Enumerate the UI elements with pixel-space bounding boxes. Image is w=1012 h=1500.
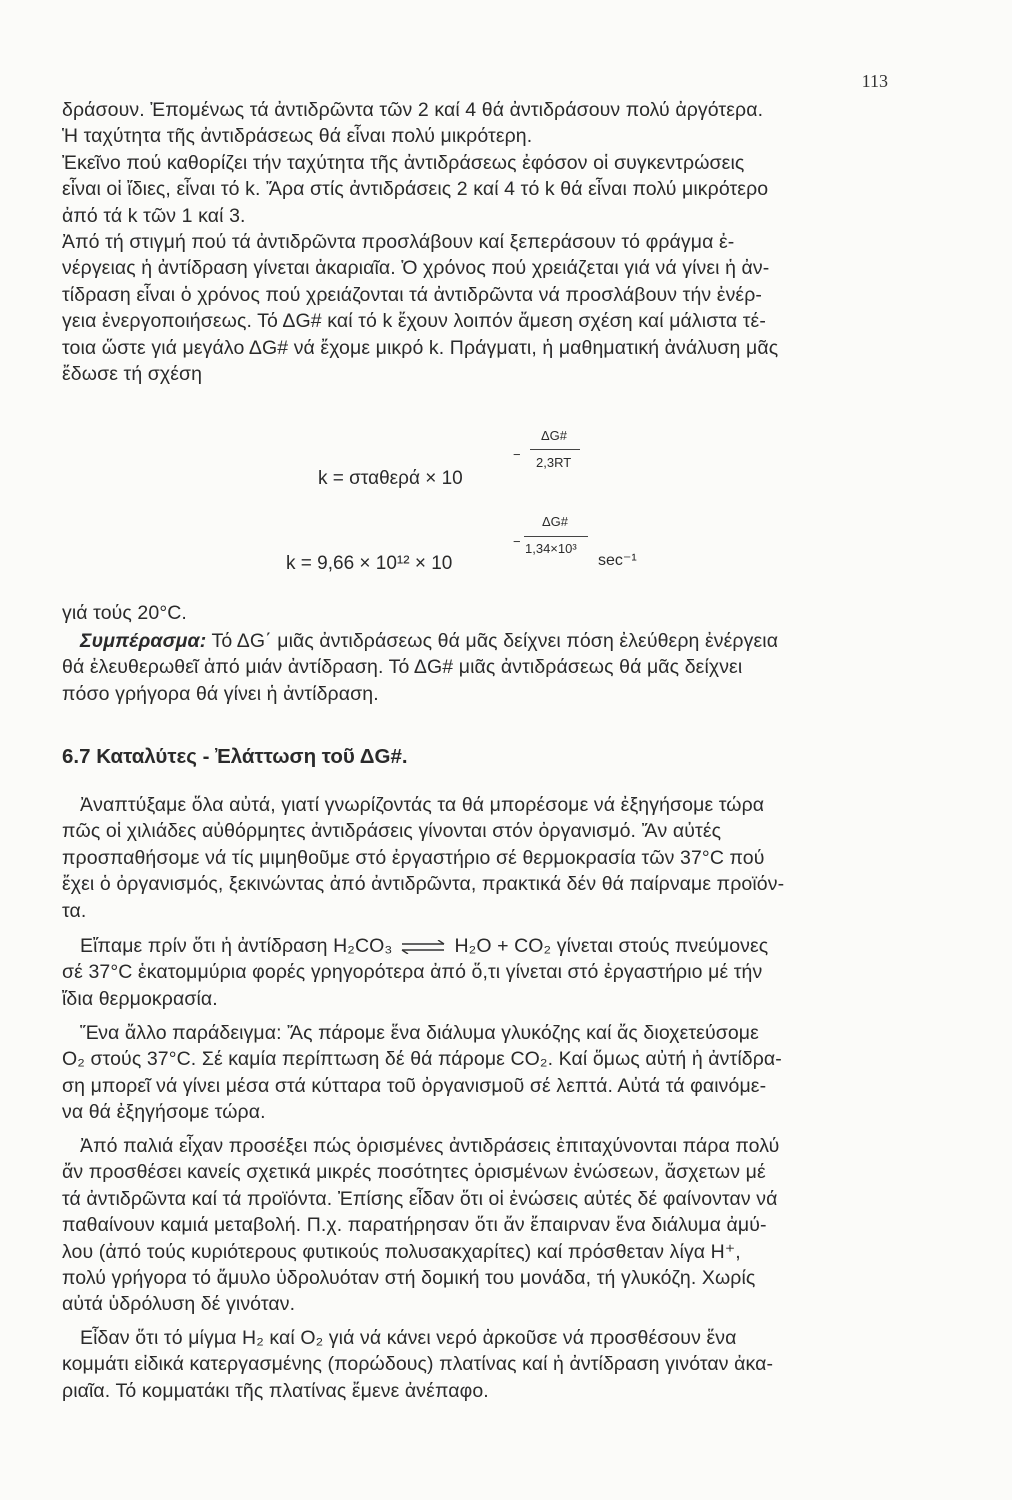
text-line: Εἶδαν ὅτι τό μίγμα H₂ καί O₂ γιά νά κάνει νερό ἀρκοῦσε νά προσθέσουν ἕνα <box>80 1327 737 1349</box>
text-line: προσπαθήσομε νά τίς μιμηθοῦμε στό ἐργαστήριο σέ θερμοκρασία τῶν 37°C πού <box>62 846 765 869</box>
text-line: τοια ὥστε γιά μεγάλο ΔG# νά ἔχομε μικρό k. Πράγματι, ἡ μαθηματική ἀνάλυση μᾶς <box>62 336 779 359</box>
text-line: Ἀναπτύξαμε ὅλα αὐτά, γιατί γνωρίζοντάς τα θά μπορέσομε νά ἐξηγήσομε τώρα <box>80 794 765 816</box>
equilibrium-arrows-icon <box>400 940 446 954</box>
text-line: ἴδια θερμοκρασία. <box>62 987 218 1010</box>
fraction-bar <box>524 536 588 537</box>
text-line: τά ἀντιδρῶντα καί τά προϊόντα. Ἐπίσης εἶδαν ὅτι οἱ ἐνώσεις αὐτές δέ φαίνονταν νά <box>62 1187 778 1210</box>
text-line: H₂O + CO₂ γίνεται στούς πνεύμονες <box>454 935 769 957</box>
text-line: αὐτά ὑδρόλυση δέ γινόταν. <box>62 1293 296 1316</box>
page-number: 113 <box>861 71 888 91</box>
paragraph-platinum <box>62 1325 888 1404</box>
equation-1-numerator: ΔG# <box>541 428 568 443</box>
text-line: δράσουν. Ἐπομένως τά ἀντιδρῶντα τῶν 2 καί 4 θά ἀντιδράσουν πολύ ἀργότερα. <box>62 99 764 121</box>
text-line: πολύ γρήγορα τό ἄμυλο ὑδρολυόταν στή δομική του μονάδα, τή γλυκόζη. Χωρίς <box>62 1267 756 1290</box>
text-line: πῶς οἱ χιλιάδες αὐθόρμητες ἀντιδράσεις γίνονται στόν ὀργανισμό. Ἄν αὐτές <box>62 820 722 843</box>
paragraph-spontaneous-reactions <box>62 792 888 924</box>
paragraph-carbonic-acid <box>62 933 888 1012</box>
paragraph-glucose-example <box>62 1020 888 1126</box>
text-line: σέ 37°C ἑκατομμύρια φορές γρηγορότερα ἀπό ὅ,τι γίνεται στό ἐργαστήριο μέ τήν <box>62 961 763 984</box>
text-line: θά ἐλευθερωθεῖ ἀπό μιάν ἀντίδραση. Τό ΔG# μιᾶς ἀντιδράσεως θά μᾶς δείχνει <box>62 656 743 679</box>
text-line: λου (ἀπό τούς κυριότερους φυτικούς πολυσακχαρίτες) καί πρόσθεταν λίγα H⁺, <box>62 1240 741 1263</box>
text-line: ἀπό τά k τῶν 1 καί 3. <box>62 204 246 227</box>
equation-1-minus: − <box>513 447 521 462</box>
equation-2-unit: sec⁻¹ <box>598 552 637 569</box>
equation-2-numerator: ΔG# <box>542 514 569 529</box>
text-line: ἔδωσε τή σχέση <box>62 363 203 386</box>
text-line: Τό ΔG΄ μιᾶς ἀντιδράσεως θά μᾶς δείχνει πόση ἐλεύθερη ἐνέργεια <box>206 630 779 652</box>
text-line: πόσο γρήγορα θά γίνει ἡ ἀντίδραση. <box>62 682 379 705</box>
paragraph-activation-energy <box>62 97 888 387</box>
equation-1-denominator: 2,3RT <box>536 455 572 470</box>
text-line: Ἐκεῖνο πού καθορίζει τήν ταχύτητα τῆς ἀντιδράσεως ἐφόσον οἱ συγκεντρώσεις <box>62 151 745 174</box>
text-line: γεια ἐνεργοποιήσεως. Τό ΔG# καί τό k ἔχουν λοιπόν ἄμεση σχέση καί μάλιστα τέ- <box>62 310 766 333</box>
text-line: τα. <box>62 899 87 922</box>
text-line: τίδραση εἶναι ὁ χρόνος πού χρειάζονται τά ἀντιδρῶντα νά προσλάβουν τήν ἐνέρ- <box>62 283 763 306</box>
text-line: ἄν προσθέσει κανείς σχετικά μικρές ποσότητες ὁρισμένων ἐνώσεων, ἄσχετων μέ <box>62 1161 766 1184</box>
text-line: ἔχει ὁ ὀργανισμός, ξεκινώντας ἀπό ἀντιδρῶντα, πρακτικά δέν θά παίρναμε προϊόν- <box>62 873 785 896</box>
equation-2-denominator: 1,34×10³ <box>525 541 577 556</box>
text-line: Ἀπό τή στιγμή πού τά ἀντιδρῶντα προσλάβουν καί ξεπεράσουν τό φράγμα ἐ- <box>62 231 735 254</box>
text-line: κομμάτι εἰδικά κατεργασμένης (πορώδους) πλατίνας καί ἡ ἀντίδραση γινόταν ἀκα- <box>62 1353 774 1376</box>
fraction-bar <box>530 449 580 450</box>
equation-2-minus: − <box>513 534 521 549</box>
text-line: νέργειας ἡ ἀντίδραση γίνεται ἀκαριαῖα. Ὁ χρόνος πού χρειάζεται γιά νά γίνει ἡ ἀν- <box>62 257 770 280</box>
conclusion-label: Συμπέρασμα: <box>80 630 207 652</box>
conclusion-block <box>62 628 888 707</box>
text-line: εἶναι οἱ ἴδιες, εἶναι τό k. Ἄρα στίς ἀντιδράσεις 2 καί 4 τό k θά εἶναι πολύ μικρότερο <box>62 178 769 201</box>
section-heading: 6.7 Καταλύτες - Ἐλάττωση τοῦ ΔG#. <box>62 745 408 768</box>
text-line: παθαίνουν καμιά μεταβολή. Π.χ. παρατήρησαν ὅτι ἄν ἔπαιρναν ἕνα διάλυμα ἀμύ- <box>62 1214 767 1237</box>
text-line: να θά ἐξηγήσομε τώρα. <box>62 1101 266 1124</box>
equation-2-lhs: k = 9,66 × 10¹² × 10 <box>286 553 453 574</box>
text-line: ριαῖα. Τό κομματάκι τῆς πλατίνας ἔμενε ἀνέπαφο. <box>62 1379 489 1402</box>
text-line: Εἴπαμε πρίν ὅτι ἡ ἀντίδραση H₂CO₃ <box>80 935 393 957</box>
text-line: Ἕνα ἄλλο παράδειγμα: Ἄς πάρομε ἕνα διάλυμα γλυκόζης καί ἄς διοχετεύσομε <box>80 1022 759 1044</box>
temperature-note: γιά τούς 20°C. <box>62 602 187 624</box>
paragraph-catalysis-history <box>62 1133 888 1318</box>
text-line: O₂ στούς 37°C. Σέ καμία περίπτωση δέ θά πάρομε CO₂. Καί ὅμως αὐτή ἡ ἀντίδρα- <box>62 1048 782 1071</box>
equation-1-lhs: k = σταθερά × 10 <box>318 468 463 489</box>
text-line: ση μπορεῖ νά γίνει μέσα στά κύτταρα τοῦ ὀργανισμοῦ σέ λεπτά. Αὐτά τά φαινόμε- <box>62 1074 767 1097</box>
text-line: Ἡ ταχύτητα τῆς ἀντιδράσεως θά εἶναι πολύ μικρότερη. <box>62 125 533 148</box>
text-line: Ἀπό παλιά εἶχαν προσέξει πώς ὁρισμένες ἀντιδράσεις ἐπιταχύνονται πάρα πολύ <box>80 1135 780 1157</box>
